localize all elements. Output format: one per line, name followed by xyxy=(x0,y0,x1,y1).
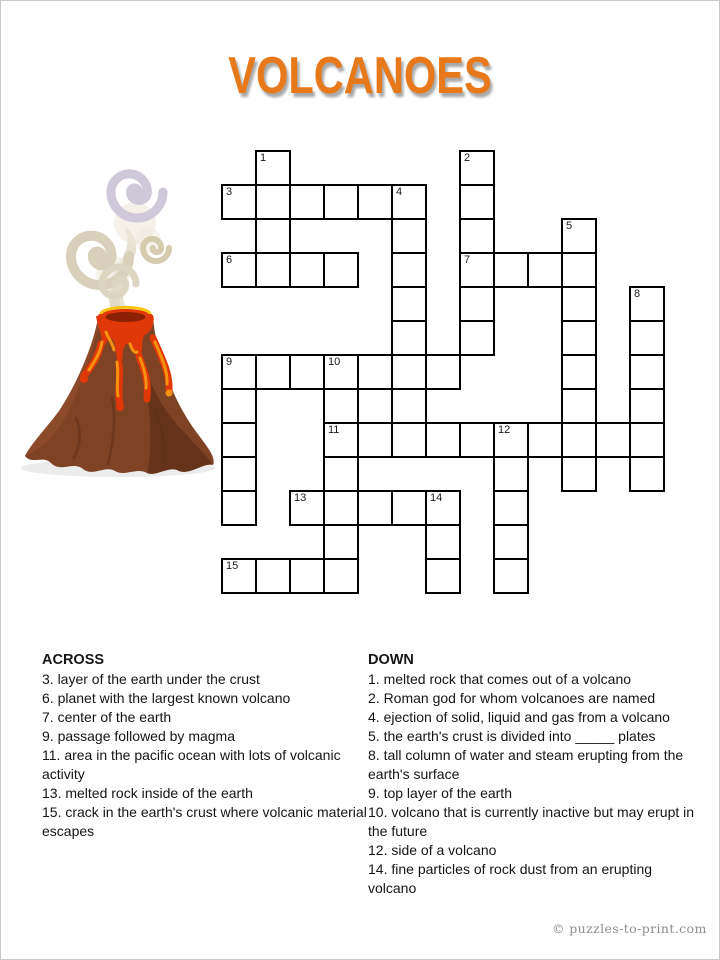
grid-cell[interactable] xyxy=(425,490,461,526)
grid-cell[interactable] xyxy=(357,354,393,390)
volcano-illustration xyxy=(16,146,224,486)
clue-number: 7 xyxy=(464,254,471,266)
clue-number: 1 xyxy=(260,152,267,164)
page-title: VOLCANOES xyxy=(228,47,492,105)
watermark: © puzzles-to-print.com xyxy=(552,921,707,936)
grid-cell[interactable] xyxy=(289,184,325,220)
clue: 9. passage followed by magma xyxy=(42,728,235,744)
clue-number: 2 xyxy=(464,152,471,164)
grid-cell[interactable] xyxy=(289,558,325,594)
grid-cell[interactable] xyxy=(255,184,291,220)
grid-cell[interactable] xyxy=(323,558,359,594)
grid-cell[interactable] xyxy=(493,252,529,288)
grid-cell[interactable] xyxy=(493,422,529,458)
grid-cell[interactable] xyxy=(391,218,427,254)
across-clues xyxy=(42,651,374,841)
grid-cell[interactable] xyxy=(221,184,257,220)
clue: 6. planet with the largest known volcano xyxy=(42,690,291,706)
grid-cell[interactable] xyxy=(425,558,461,594)
grid-cell[interactable] xyxy=(629,320,665,356)
grid-cell[interactable] xyxy=(493,558,529,594)
grid-cell[interactable] xyxy=(391,184,427,220)
grid-cell[interactable] xyxy=(255,354,291,390)
grid-cell[interactable] xyxy=(391,252,427,288)
grid-cell[interactable] xyxy=(493,490,529,526)
grid-cell[interactable] xyxy=(561,218,597,254)
clue: 5. the earth's crust is divided into _____ plates xyxy=(368,728,656,744)
grid-cell[interactable] xyxy=(459,286,495,322)
clue-number: 3 xyxy=(226,186,233,198)
grid-cell[interactable] xyxy=(391,388,427,424)
grid-cell[interactable] xyxy=(561,388,597,424)
clue: 13. melted rock inside of the earth xyxy=(42,785,253,801)
grid-cell[interactable] xyxy=(629,388,665,424)
clue-number: 4 xyxy=(396,186,403,198)
clue-number: 6 xyxy=(226,254,233,266)
grid-cell[interactable] xyxy=(391,286,427,322)
clue: 12. side of a volcano xyxy=(368,842,497,858)
clue-number: 8 xyxy=(634,288,641,300)
grid-cell[interactable] xyxy=(221,456,257,492)
grid-cell[interactable] xyxy=(425,524,461,560)
clue: 2. Roman god for whom volcanoes are named xyxy=(368,690,656,706)
grid-cell[interactable] xyxy=(323,456,359,492)
grid-cell[interactable] xyxy=(221,558,257,594)
grid-cell[interactable] xyxy=(629,422,665,458)
clue-number: 10 xyxy=(328,356,341,368)
grid-cell[interactable] xyxy=(493,456,529,492)
clue: 4. ejection of solid, liquid and gas from a volcano xyxy=(368,709,670,725)
grid-cell[interactable] xyxy=(561,252,597,288)
clue-number: 12 xyxy=(498,424,511,436)
grid-cell[interactable] xyxy=(323,252,359,288)
grid-cell[interactable] xyxy=(221,422,257,458)
grid-cell[interactable] xyxy=(459,218,495,254)
grid-cell[interactable] xyxy=(391,490,427,526)
clue: 10. volcano that is currently inactive but may erupt in the future xyxy=(368,804,695,839)
grid-cell[interactable] xyxy=(561,456,597,492)
grid-cell[interactable] xyxy=(289,490,325,526)
down-header: DOWN xyxy=(368,652,414,668)
grid-cell[interactable] xyxy=(357,490,393,526)
grid-cell[interactable] xyxy=(391,320,427,356)
grid-cell[interactable] xyxy=(323,422,359,458)
clue: 9. top layer of the earth xyxy=(368,785,512,801)
crossword-grid xyxy=(221,150,666,595)
grid-cell[interactable] xyxy=(459,422,495,458)
grid-cell[interactable] xyxy=(289,354,325,390)
grid-cell[interactable] xyxy=(459,184,495,220)
grid-cell[interactable] xyxy=(459,320,495,356)
grid-cell[interactable] xyxy=(561,286,597,322)
down-clues xyxy=(368,651,700,898)
grid-cell[interactable] xyxy=(527,422,563,458)
clue: 11. area in the pacific ocean with lots of volcanic activity xyxy=(42,747,341,782)
grid-cell[interactable] xyxy=(459,150,495,186)
grid-cell[interactable] xyxy=(561,354,597,390)
grid-cell[interactable] xyxy=(561,320,597,356)
grid-cell[interactable] xyxy=(391,354,427,390)
grid-cell[interactable] xyxy=(221,490,257,526)
clue-number: 14 xyxy=(430,492,443,504)
grid-cell[interactable] xyxy=(357,422,393,458)
grid-cell[interactable] xyxy=(323,388,359,424)
grid-cell[interactable] xyxy=(561,422,597,458)
grid-cell[interactable] xyxy=(391,422,427,458)
clue: 3. layer of the earth under the crust xyxy=(42,671,260,687)
grid-cell[interactable] xyxy=(425,354,461,390)
grid-cell[interactable] xyxy=(255,252,291,288)
clue: 7. center of the earth xyxy=(42,709,172,725)
clue: 14. fine particles of rock dust from an erupting volcano xyxy=(368,861,653,896)
grid-cell[interactable] xyxy=(221,354,257,390)
grid-cell[interactable] xyxy=(357,184,393,220)
grid-cell[interactable] xyxy=(629,286,665,322)
grid-cell[interactable] xyxy=(527,252,563,288)
grid-cell[interactable] xyxy=(323,490,359,526)
grid-cell[interactable] xyxy=(289,252,325,288)
grid-cell[interactable] xyxy=(425,422,461,458)
grid-cell[interactable] xyxy=(255,558,291,594)
clue-number: 9 xyxy=(226,356,233,368)
clue: 8. tall column of water and steam erupting from the earth's surface xyxy=(368,747,684,782)
grid-cell[interactable] xyxy=(323,524,359,560)
clue: 15. crack in the earth's crust where volcanic material escapes xyxy=(42,804,367,839)
clue-number: 15 xyxy=(226,560,239,572)
grid-cell[interactable] xyxy=(629,456,665,492)
grid-cell[interactable] xyxy=(629,354,665,390)
grid-cell[interactable] xyxy=(459,252,495,288)
crater xyxy=(98,307,154,325)
grid-cell[interactable] xyxy=(255,218,291,254)
grid-cell[interactable] xyxy=(255,150,291,186)
clue-number: 13 xyxy=(294,492,307,504)
clue-number: 5 xyxy=(566,220,573,232)
grid-cell[interactable] xyxy=(595,422,631,458)
across-header: ACROSS xyxy=(42,652,105,668)
clue: 1. melted rock that comes out of a volcano xyxy=(368,671,632,687)
grid-cell[interactable] xyxy=(323,184,359,220)
grid-cell[interactable] xyxy=(221,252,257,288)
grid-cell[interactable] xyxy=(323,354,359,390)
grid-cell[interactable] xyxy=(493,524,529,560)
clue-number: 11 xyxy=(328,424,340,436)
grid-cell[interactable] xyxy=(221,388,257,424)
